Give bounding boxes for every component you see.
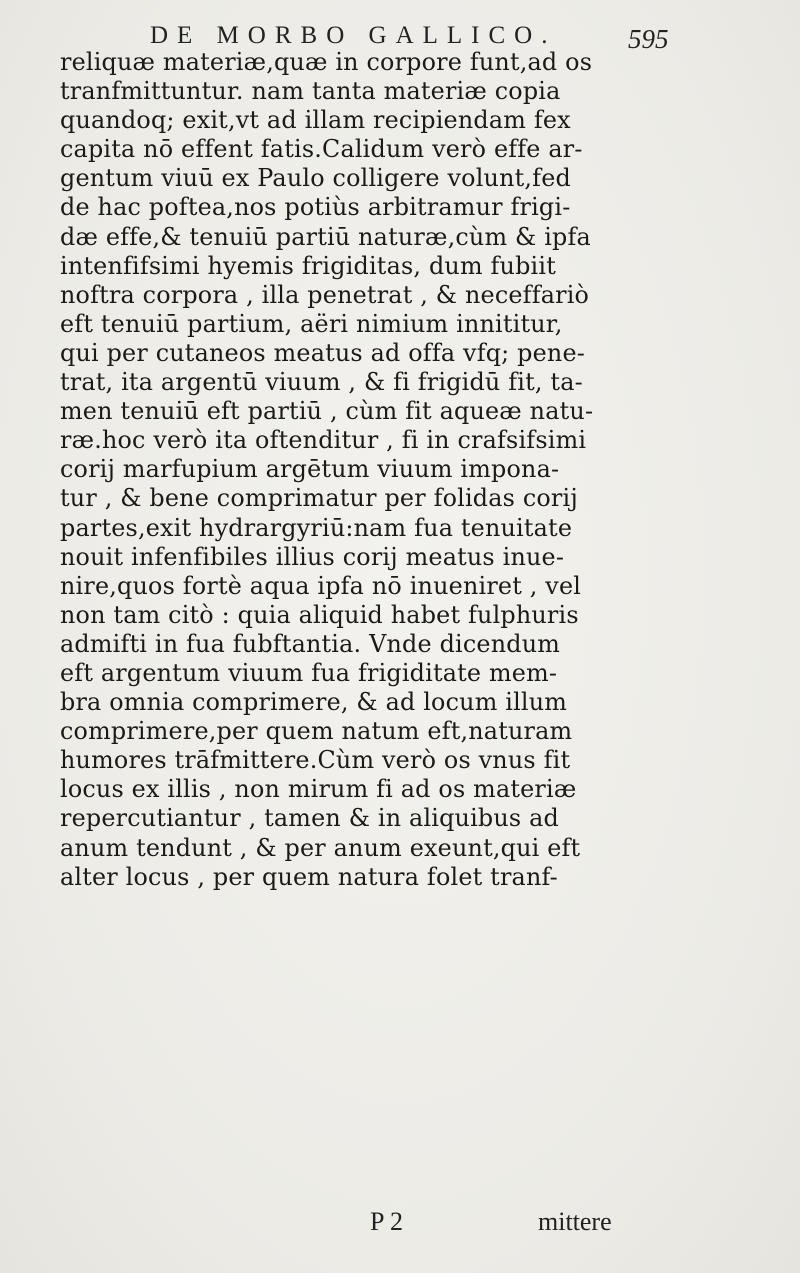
running-title: DE MORBO GALLICO. (150, 22, 557, 49)
text-line: dæ effe,& tenuiū partiū naturæ,cùm & ipfa (60, 222, 591, 251)
text-line: nouit infenfibiles illius corij meatus inue- (60, 542, 565, 571)
text-line: reliquæ materiæ,quæ in corpore funt,ad os (60, 48, 593, 76)
text-line: ræ.hoc verò ita oftenditur , fi in crafsifsimi (60, 426, 587, 455)
text-line: locus ex illis , non mirum fi ad os materiæ (60, 775, 577, 804)
text-line: men tenuiū eft partiū , cùm fit aqueæ natu- (60, 397, 594, 426)
text-line: tranfmittuntur. nam tanta materiæ copia (60, 77, 561, 106)
text-line: qui per cutaneos meatus ad offa vfq; pene- (60, 338, 586, 367)
text-line: intenfifsimi hyemis frigiditas, dum fubiit (60, 251, 556, 280)
text-line: comprimere,per quem natum eft,naturam (60, 717, 573, 746)
text-line: bra omnia comprimere, & ad locum illum (60, 688, 568, 717)
signature-mark: P 2 (370, 1207, 403, 1236)
text-line: noftra corpora , illa penetrat , & neceffariò (60, 280, 590, 309)
text-line: corij marfupium argētum viuum impona- (60, 455, 560, 484)
text-line: nire,quos fortè aqua ipfa nō inueniret , vel (60, 571, 582, 600)
page-number: 595 (628, 24, 669, 54)
text-line: partes,exit hydrargyriū:nam fua tenuitate (60, 513, 573, 542)
body-text (60, 48, 770, 892)
text-line: de hac poftea,nos potiùs arbitramur frigi- (60, 193, 571, 222)
text-line: alter locus , per quem natura folet tranf- (60, 862, 558, 891)
text-line: eft tenuiū partium, aëri nimium innititur, (60, 309, 563, 338)
text-line: gentum viuū ex Paulo colligere volunt,fed (60, 164, 571, 193)
text-line: humores trāfmittere.Cùm verò os vnus fit (60, 746, 571, 775)
text-line: non tam citò : quia aliquid habet fulphuris (60, 600, 579, 629)
text-line: tur , & bene comprimatur per folidas corij (60, 484, 578, 513)
text-line: repercutiantur , tamen & in aliquibus ad (60, 804, 559, 833)
text-line: trat, ita argentū viuum , & fi frigidū fit, ta- (60, 368, 583, 397)
text-line: anum tendunt , & per anum exeunt,qui eft (60, 833, 581, 862)
text-line: quandoq; exit,vt ad illam recipiendam fex (60, 106, 571, 135)
text-line: capita nō effent fatis.Calidum verò effe ar- (60, 135, 583, 164)
text-line: admifti in fua fubftantia. Vnde dicendum (60, 629, 561, 658)
page-footer (0, 1207, 800, 1243)
text-line: eft argentum viuum fua frigiditate mem- (60, 658, 558, 687)
catchword: mittere (538, 1207, 612, 1236)
